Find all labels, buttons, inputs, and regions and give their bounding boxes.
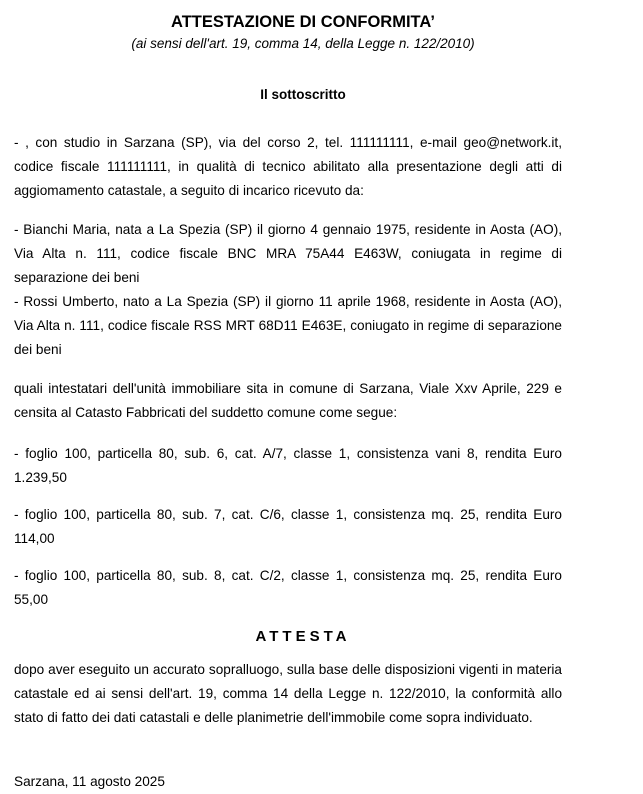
section-heading: Il sottoscritto	[260, 87, 346, 102]
client-paragraph: - Rossi Umberto, nato a La Spezia (SP) il giorno 11 aprile 1968, residente in Aosta (AO), Via Alta n. 111, codice fiscale RSS MRT 68D11 E463E, coniugato in regime di separazione dei beni	[14, 294, 562, 357]
unit-paragraph: - foglio 100, particella 80, sub. 8, cat. C/2, classe 1, consistenza mq. 25, rendita Euro 55,00	[14, 568, 562, 607]
place-date: Sarzana, 11 agosto 2025	[14, 774, 165, 789]
attesta-heading: ATTESTA	[255, 628, 351, 645]
intro-paragraph: - , con studio in Sarzana (SP), via del corso 2, tel. 111111111, e-mail geo@network.it, codice fiscale 111111111, in qualità di tecnico abilitato alla presentazione degli atti di aggiomamento catastale, a seguito di incarico ricevuto da:	[14, 135, 562, 198]
unit-paragraph: - foglio 100, particella 80, sub. 6, cat. A/7, classe 1, consistenza vani 8, rendita Euro 1.239,50	[14, 446, 562, 485]
client-paragraph: - Bianchi Maria, nata a La Spezia (SP) il giorno 4 gennaio 1975, residente in Aosta (AO), Via Alta n. 111, codice fiscale BNC MRA 75A44 E463W, coniugata in regime di separazione dei beni	[14, 222, 562, 285]
document-title: ATTESTAZIONE DI CONFORMITA’	[171, 13, 435, 31]
property-paragraph: quali intestatari dell'unità immobiliare sita in comune di Sarzana, Viale Xxv Aprile, 229 e censita al Catasto Fabbricati del suddetto comune come segue:	[14, 381, 562, 420]
document-subtitle: (ai sensi dell'art. 19, comma 14, della Legge n. 122/2010)	[131, 36, 475, 51]
body-paragraph: dopo aver eseguito un accurato sopralluogo, sulla base delle disposizioni vigenti in materia catastale ed ai sensi dell'art. 19, comma 14 della Legge n. 122/2010, la conformità allo stato di fatto dei dati catastali e delle planimetrie dell'immobile come sopra individuato.	[14, 662, 562, 725]
unit-paragraph: - foglio 100, particella 80, sub. 7, cat. C/6, classe 1, consistenza mq. 25, rendita Euro 114,00	[14, 507, 562, 546]
